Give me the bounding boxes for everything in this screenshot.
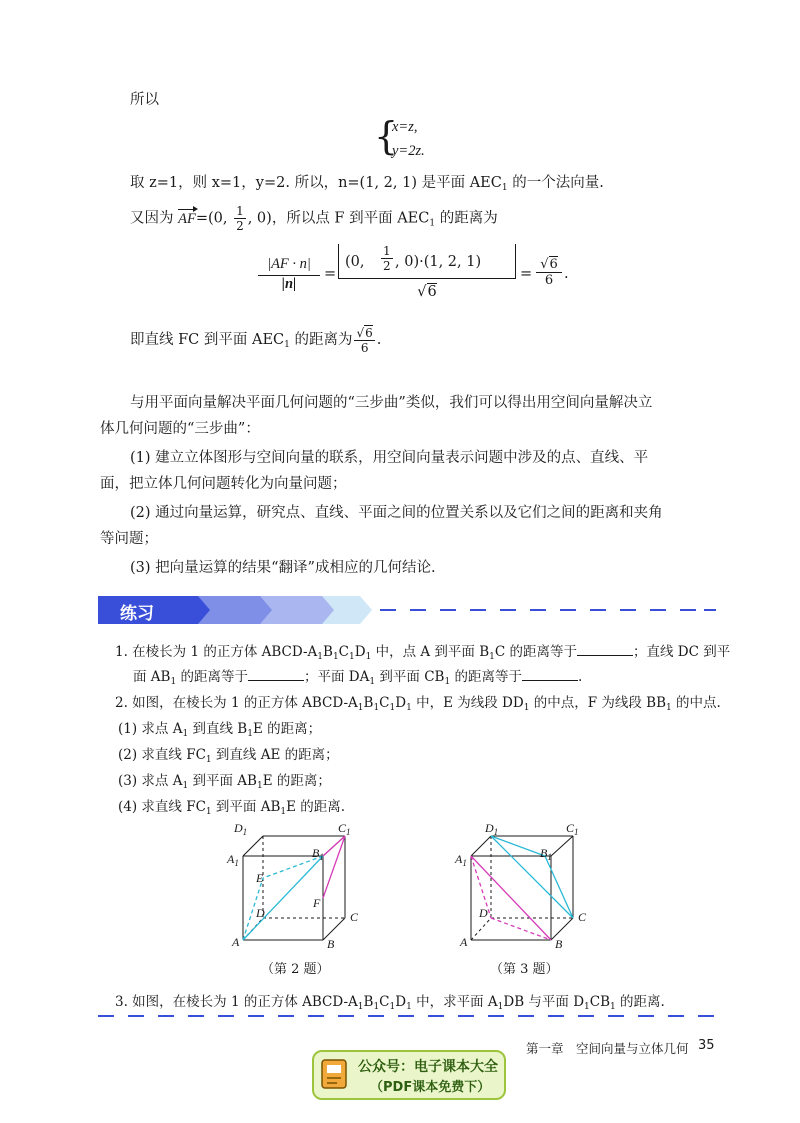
q1-e: 中，点 A 到平面 B [371,644,490,660]
fig3-B1: B [540,846,548,860]
step2-line-2: 等问题； [100,531,158,547]
q2-4: (4) 求直线 FC [118,799,206,815]
sub: 1 [247,729,253,739]
fig3-C1: C [566,821,575,835]
conclusion-fraction [354,325,374,355]
system-line-2: y=2z. [392,143,425,159]
sub: 1 [357,703,364,713]
sub: 1 [182,781,189,791]
fig2-C1: C [338,821,347,835]
sub: 1 [357,1002,364,1012]
formula-den2-value: 6 [427,284,437,300]
question-2-part-4 [118,795,345,817]
fig3-label-B: B [555,937,563,951]
formula-half [381,244,393,273]
suoyi-text: 所以 [130,92,159,108]
fig2-A1-sub: 1 [234,858,239,868]
sub: 1 [489,652,495,662]
fig2-cyan-lines [243,856,323,940]
step1-line-1: (1) 建立立体图形与空间向量的联系，用空间向量表示问题中涉及的点、直线、平 [130,450,649,466]
conclusion-num-value: 6 [365,326,373,340]
fig2-label-C: C [350,910,359,924]
para-line-1: 与用平面向量解决平面几何问题的“三步曲”类似，我们可以得出用空间向量解决立 [130,395,653,411]
answer-blank-1[interactable] [577,643,633,656]
conclusion-sub: 1 [284,340,290,350]
step2-line-1: (2) 通过向量运算，研究点、直线、平面之间的位置关系以及它们之间的距离和夹角 [130,505,663,521]
q1-m: . [577,669,583,685]
fig2-D1: D [234,821,243,835]
bottom-dashed-rule [98,1013,718,1019]
fig2-label-C1 [338,821,351,837]
sub: 1 [389,703,396,713]
stamp-line-1: 公众号：电子课本大全 [358,1059,498,1075]
formula-half-num: 1 [383,244,391,258]
q2-3c: E 的距离； [262,773,331,789]
q1-b: B [323,644,333,660]
fig3-caption: （第 3 题） [490,962,559,977]
fig3-magenta-lines [471,856,551,940]
question-3 [115,990,665,1012]
footer-chapter: 第一章 空间向量与立体几何 [526,1041,689,1056]
figure-2-cube [225,818,375,958]
book-icon [320,1058,350,1090]
fig3-D1: D [485,821,494,835]
q1-j: ；平面 DA [304,669,370,685]
question-1-line-2 [133,665,582,687]
formula-num: |AF · n| [267,256,311,272]
half-num: 1 [236,204,244,218]
formula-den: |n| [258,275,320,293]
sub: 1 [610,1002,616,1012]
footer-page-number: 35 [698,1038,715,1053]
step1-line-2: 面，把立体几何问题转化为向量问题； [100,476,347,492]
q2-3: (3) 求点 A [118,773,183,789]
af-vector: AF [178,210,196,227]
step3-line: (3) 把向量运算的结果“翻译”成相应的几何结论. [130,560,436,576]
fig2-A1: A [227,852,235,866]
fig3-cube-edges [471,836,573,940]
fig2-magenta-lines [323,836,345,898]
sub: 1 [444,677,451,687]
q3-b: B [363,994,374,1010]
q1-a: 1. 在棱长为 1 的正方体 ABCD-A [115,644,318,660]
sub: 1 [365,652,372,662]
half-den: 2 [236,219,244,233]
q3-h: 的距离. [615,994,665,1010]
q2-4c: E 的距离. [286,799,346,815]
sub: 1 [256,781,263,791]
sub: 1 [523,703,530,713]
question-2-part-1 [118,717,321,739]
sub: 1 [584,1002,590,1012]
formula-num2b: , 0)·(1, 2, 1) [395,254,482,270]
q2-2b: 到直线 AE 的距离； [211,747,339,763]
formula-num2a: (0, [345,254,365,270]
q1-c: C [338,644,350,660]
fig3-label-A1 [455,852,467,868]
fig2-label-D: D [256,906,265,920]
q2-2: (2) 求直线 FC [118,747,206,763]
practice-banner [98,596,718,624]
fig3-D1-sub: 1 [493,827,499,837]
q2-f: 的中点，F 为线段 BB [529,695,667,711]
also-mid1: =(0, [195,210,233,227]
q1-f: C 的距离等于 [494,644,578,660]
fig3-label-C: C [578,910,587,924]
fig3-cyan-lines [491,836,573,918]
q3-c: C [379,994,390,1010]
fig2-label-A: A [232,935,240,949]
also-sub: 1 [429,218,436,229]
sub: 1 [349,652,355,662]
result-num: √6 [540,257,558,272]
formula-num2 [338,244,516,278]
fig2-C1-sub: 1 [346,827,351,837]
fig3-label-A: A [460,935,468,949]
fig2-label-B: B [327,937,335,951]
q2-b: B [363,695,374,711]
q2-1b: 到直线 B [188,721,248,737]
sub: 1 [373,703,380,713]
also-mid2: , 0)，所以点 F 到平面 AEC [247,210,430,227]
conclusion-num: √6 [356,326,373,340]
fig3-label-D: D [479,906,488,920]
also-line [130,204,498,233]
sub: 1 [332,652,339,662]
question-1-line-1 [115,640,730,662]
result-num-value: 6 [549,257,558,272]
sub: 1 [666,703,672,713]
sub: 1 [170,677,177,687]
q2-e: 中，E 为线段 DD [411,695,524,711]
equals-1: = [324,266,337,282]
fig2-B1-sub: 1 [319,852,324,862]
formula-fraction-1 [258,256,320,293]
fig3-label-C1 [566,821,579,837]
formula-fraction-2 [338,244,516,300]
sub: 1 [182,729,189,739]
figure-3-cube [453,818,603,958]
q1-i: 的距离等于 [176,669,248,685]
take-sub: 1 [501,183,508,193]
q2-d: D [395,695,407,711]
also-end: 的距离为 [435,210,498,227]
half-fraction [234,204,246,233]
q1-k: 到平面 CB [375,669,445,685]
q3-g: CB [589,994,611,1010]
fig2-D1-sub: 1 [242,827,248,837]
take-end: 的一个法向量. [507,175,604,191]
fig2-label-E: E [256,871,264,885]
q2-4b: 到平面 AB [211,799,281,815]
sub: 1 [280,807,287,817]
sub: 1 [205,755,212,765]
fig3-hidden-edges [471,836,573,940]
q1-d: D [354,644,366,660]
q2-1: (1) 求点 A [118,721,183,737]
q2-1c: E 的距离； [252,721,322,737]
question-2-part-3 [118,769,331,791]
fig2-label-A1 [227,852,239,868]
left-brace: { [374,114,399,158]
sub: 1 [369,677,376,687]
also-prefix: 又因为 [130,210,179,227]
q3-d: D [395,994,407,1010]
sub: 1 [497,1002,504,1012]
fig2-label-F: F [313,896,321,910]
answer-blank-2[interactable] [248,668,304,681]
fig2-B1: B [312,846,320,860]
q1-l: 的距离等于 [450,669,522,685]
question-2-part-2 [118,743,339,765]
fig3-A1-sub: 1 [462,858,467,868]
formula-den2: √6 [338,278,516,300]
formula-half-den: 2 [383,259,391,273]
take-text: 取 z=1，则 x=1，y=2. 所以，n=(1, 2, 1) 是平面 AEC [130,175,502,191]
conclusion-line: 即直线 FC 到平面 $AEC_1$ 的距离为 $\frac{√6}{6}$ . [130,326,382,355]
q1-h: 面 AB [133,669,171,685]
sub: 1 [373,1002,380,1012]
stamp-line-2: （PDF课本免费下） [370,1080,491,1095]
distance-formula [258,244,578,304]
equals-2: = [520,266,533,282]
fig2-label-D1 [234,821,247,837]
para-line-2: 体几何问题的“三步曲”： [100,421,260,437]
take-z-line [130,171,604,193]
q2-a: 2. 如图，在棱长为 1 的正方体 ABCD-A [115,695,358,711]
q2-3b: 到平面 AB [188,773,257,789]
sub: 1 [317,652,324,662]
sub: 1 [406,703,412,713]
sub: 1 [389,1002,396,1012]
q3-a: 3. 如图，在棱长为 1 的正方体 ABCD-A [115,994,358,1010]
q3-f: DB 与平面 D [503,994,585,1010]
conclusion-den: 6 [354,340,374,355]
fig3-C1-sub: 1 [574,827,579,837]
conclusion-a: 即直线 FC 到平面 AEC [130,332,285,348]
sub: 1 [406,1002,412,1012]
practice-title: 练习 [120,604,154,624]
q2-c: C [379,695,390,711]
sub: 1 [205,807,212,817]
fig2-label-B1 [312,846,324,862]
fig2-caption: （第 2 题） [261,962,330,977]
system-line-1: x=z, [392,119,418,135]
result-den: 6 [536,272,562,288]
watermark-stamp [312,1050,506,1100]
fig3-B1-sub: 1 [547,852,552,862]
q1-g: ；直线 DC 到平 [633,644,731,660]
fig3-label-B1 [540,846,552,862]
banner-main-arrow [98,596,216,624]
fig3-A1: A [455,852,463,866]
question-2 [115,691,721,713]
fig3-label-D1 [485,821,498,837]
period: . [564,266,569,282]
q3-e: 中，求平面 A [411,994,498,1010]
q2-g: 的中点. [671,695,721,711]
answer-blank-3[interactable] [522,668,578,681]
conclusion-b: 的距离为 [289,332,353,348]
result-fraction [536,256,562,288]
